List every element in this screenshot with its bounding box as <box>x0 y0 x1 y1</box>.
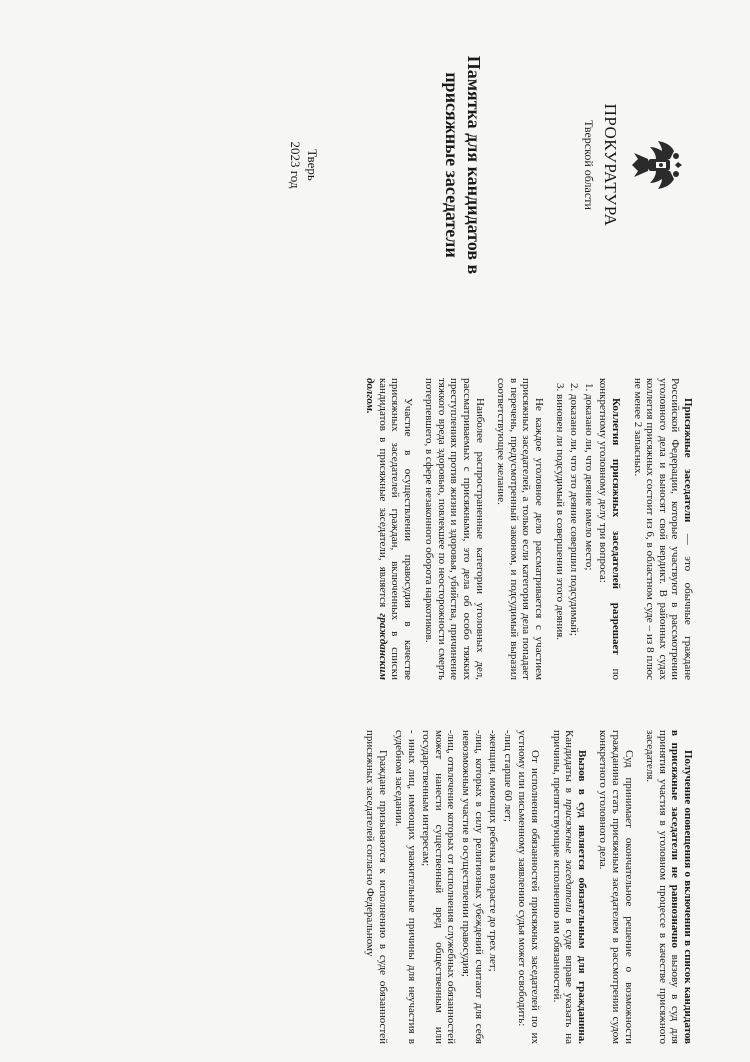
summons-text-b: в суде вправе указать на причины, препятствующие исполнению им обязанностей. <box>550 730 576 1045</box>
definition-text: — это обычные граждане Российской Федерации, которые участвуют в рассмотрении уголовного дела и выносят свой вердикт. В районных судах коллегия присяжных состоит из 6, в областном суде – из 8 плюс не менее 2 запасных. <box>631 378 694 680</box>
paragraph-exemption-intro: От исполнения обязанностей присяжных заседателей по их устному или письменному заявлению судья может освободить: <box>516 730 542 1044</box>
question-item: 2. доказано ли, что это деяние совершил подсудимый; <box>568 394 581 680</box>
cover-panel <box>0 0 750 318</box>
term-jurors: Присяжные заседатели <box>682 398 694 523</box>
questions-intro: по конкретному уголовному делу три вопроса: <box>597 378 623 680</box>
city-and-year <box>287 142 321 189</box>
term-college: Коллегия присяжных заседателей разрешает <box>610 398 623 655</box>
info-panel-court-summons <box>0 712 750 1062</box>
question-item: 3. виновен ли подсудимый в совершении этого деяния. <box>553 394 566 680</box>
paragraph-definition <box>631 378 694 680</box>
exemption-item: - иных лиц, имеющих уважительные причины для неучастия в судебном заседании. <box>393 730 418 1044</box>
office-name: ПРОКУРАТУРА <box>601 103 620 227</box>
summons-text-a: Кандидаты в <box>563 730 576 799</box>
exemption-item: -лиц старше 60 лет; <box>501 730 514 822</box>
paragraph-summons <box>550 730 588 1044</box>
paragraph-questions <box>597 378 622 680</box>
paragraph-notification <box>644 730 694 1044</box>
city: Тверь <box>305 149 320 181</box>
paragraph-federal-law: Граждане призываются к исполнению в суде обязанностей присяжных заседателей согласно Федеральному <box>363 730 389 1044</box>
year: 2023 год <box>288 141 303 189</box>
exemption-item: -женщин, имеющих ребенка в возрасте до трех лет; <box>487 730 500 972</box>
memo-title-line2: присяжные заседатели <box>442 72 462 258</box>
paragraph-case-scope: Не каждое уголовное дело рассматривается с участием присяжных заседателей, а только если категория дела попадает в перечень, предусмотренный законом, и подсудимый выразил соответствующее желание. <box>495 378 546 680</box>
region-name: Тверской области <box>582 120 596 210</box>
notification-emphasis: Получение оповещения о включении в список кандидатов в присяжные заседатели не равнозначно <box>669 730 694 1044</box>
info-panel-juror-definition <box>0 356 750 698</box>
summons-italic: присяжные заседатели <box>563 798 576 913</box>
double-headed-eagle-emblem-icon <box>628 137 688 193</box>
questions-list <box>553 378 595 680</box>
exemption-item: -лиц, которых в силу религиозных убеждений считают для себя невозможным участие в осуществлении правосудия; <box>460 730 485 1044</box>
memo-title <box>441 56 485 275</box>
paragraph-civic-duty <box>363 378 413 680</box>
paragraph-court-decision: Суд принимает окончательное решение о возможности гражданина стать присяжным заседателем в рассмотрении судом конкретного уголовного дела. <box>597 730 635 1044</box>
summons-heading: Вызов в суд является обязательным для гражданина. <box>575 750 588 1044</box>
notification-text: вызову в суд для принятия участия в уголовном процессе в качестве присяжного заседателя. <box>644 730 682 1044</box>
exemption-item: -лиц, отвлечение которых от исполнения служебных обязанностей может нанести существенный вред общественным или государственным интересам; <box>420 730 458 1044</box>
civic-duty-emphasis: гражданским долгом. <box>363 378 389 680</box>
exemption-list <box>393 730 514 1044</box>
paragraph-case-categories: Наиболее распространенные категории уголовных дел, рассматриваемых с присяжными, это дела об особо тяжких преступлениях против жизни и здоровья, убийства, причинение тяжкого вреда здоровью, повлекшее по неосторожности смерть потерпевшего, в сфере незаконного оборота наркотиков. <box>423 378 486 680</box>
question-item: 1. доказано ли, что деяние имело место; <box>582 394 595 680</box>
memo-title-line1: Памятка для кандидатов в <box>464 55 484 275</box>
civic-duty-text: Участие в осуществлении правосудия в качестве присяжных заседателей граждан, включенных в списки кандидатов в присяжные заседатели, является <box>376 378 414 680</box>
